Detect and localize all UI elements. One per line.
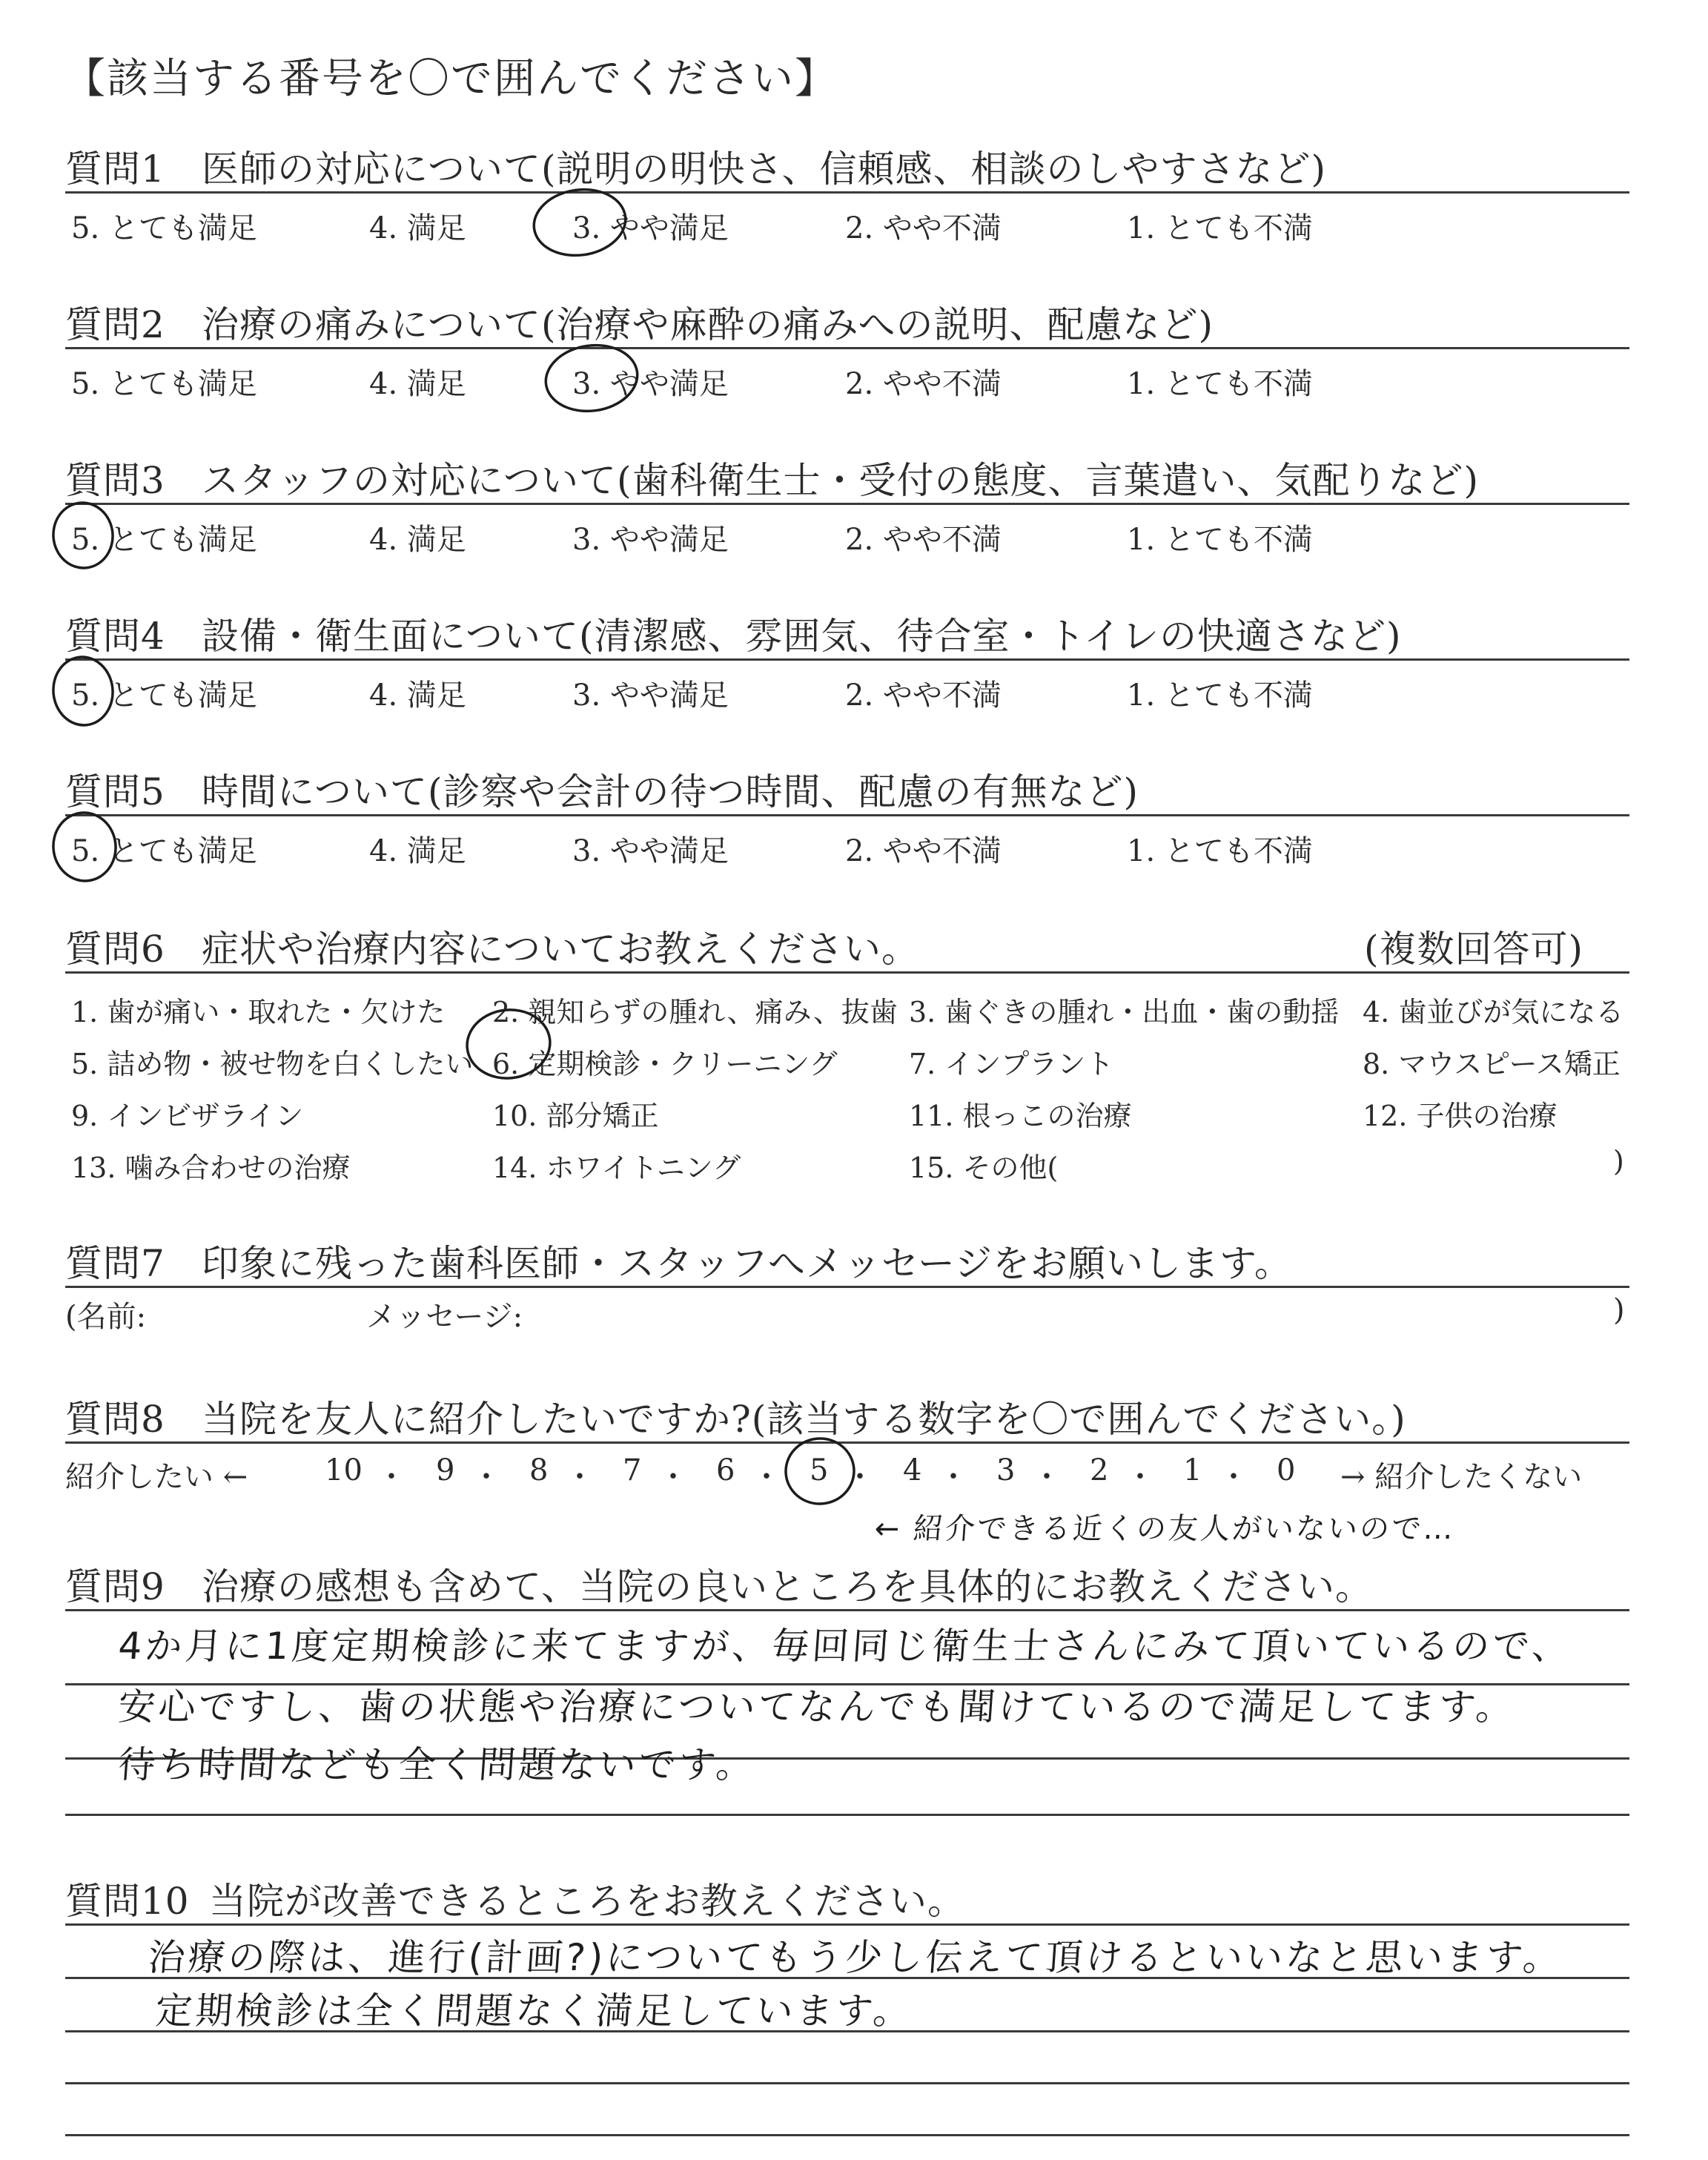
option-2[interactable]: 2. やや不満 bbox=[845, 367, 1002, 401]
treatment-option-14[interactable]: 14. ホワイトニング bbox=[492, 1152, 741, 1184]
answer-line-2: 定期検診は全く問題なく満足しています。 bbox=[153, 1989, 915, 2032]
divider bbox=[65, 347, 1629, 349]
option-2[interactable]: 2. やや不満 bbox=[845, 678, 1002, 713]
option-4[interactable]: 4. 満足 bbox=[369, 211, 466, 245]
treatment-option-13[interactable]: 13. 噛み合わせの治療 bbox=[71, 1152, 351, 1184]
question-text: 時間について(診察や会計の待つ時間、配慮の有無など) bbox=[202, 770, 1139, 813]
option-1[interactable]: 1. とても不満 bbox=[1127, 367, 1313, 401]
treatment-option-11[interactable]: 11. 根っこの治療 bbox=[909, 1100, 1132, 1132]
option-2[interactable]: 2. やや不満 bbox=[845, 523, 1002, 557]
scale-value-10[interactable]: 10 bbox=[325, 1453, 363, 1487]
divider bbox=[65, 971, 1629, 974]
question-text: 印象に残った歯科医師・スタッフへメッセージをお願いします。 bbox=[202, 1242, 1292, 1285]
treatment-option-5[interactable]: 5. 詰め物・被せ物を白くしたい bbox=[71, 1048, 474, 1080]
question-label: 質問8 bbox=[65, 1398, 165, 1441]
scale-dot: ・ bbox=[1219, 1460, 1248, 1494]
scale-value-0[interactable]: 0 bbox=[1277, 1453, 1296, 1487]
scale-dot: ・ bbox=[1125, 1460, 1155, 1494]
question-text: 症状や治療内容についてお教えください。 bbox=[202, 928, 919, 971]
option-2[interactable]: 2. やや不満 bbox=[845, 834, 1002, 868]
treatment-option-3[interactable]: 3. 歯ぐきの腫れ・出血・歯の動揺 bbox=[909, 996, 1340, 1028]
question-text: 当院が改善できるところをお教えください。 bbox=[209, 1880, 965, 1923]
scale-dot: ・ bbox=[939, 1460, 968, 1494]
divider bbox=[65, 503, 1629, 505]
answer-line-3: 待ち時間なども全く問題ないです。 bbox=[116, 1743, 758, 1786]
other-close-paren: ) bbox=[1613, 1145, 1624, 1178]
handwritten-note: ← 紹介できる近くの友人がいないので… bbox=[873, 1512, 1457, 1546]
question-text: 設備・衛生面について(清潔感、雰囲気、待合室・トイレの快適さなど) bbox=[202, 615, 1402, 658]
scale-dot: ・ bbox=[565, 1460, 595, 1494]
question-label: 質問6 bbox=[65, 928, 165, 971]
scale-dot: ・ bbox=[377, 1460, 406, 1494]
scale-value-1[interactable]: 1 bbox=[1183, 1453, 1202, 1487]
multi-answer-note: (複数回答可) bbox=[1364, 928, 1584, 971]
scale-value-9[interactable]: 9 bbox=[436, 1453, 455, 1487]
option-4[interactable]: 4. 満足 bbox=[369, 523, 466, 557]
answer-line bbox=[65, 1814, 1629, 1816]
name-field-label: (名前: bbox=[65, 1300, 147, 1334]
answer-line-1: 4か月に1度定期検診に来てますが、毎回同じ衛生士さんにみて頂いているので、 bbox=[116, 1625, 1574, 1668]
question-label: 質問2 bbox=[65, 303, 165, 346]
option-1[interactable]: 1. とても不満 bbox=[1127, 678, 1313, 713]
question-label: 質問7 bbox=[65, 1242, 165, 1285]
option-5[interactable]: 5. とても満足 bbox=[71, 367, 257, 401]
option-1[interactable]: 1. とても不満 bbox=[1127, 211, 1313, 245]
option-5[interactable]: 5. とても満足 bbox=[71, 523, 257, 557]
option-3[interactable]: 3. やや満足 bbox=[572, 211, 729, 245]
question-text: スタッフの対応について(歯科衛生士・受付の態度、言葉遣い、気配りなど) bbox=[202, 459, 1480, 502]
message-close-paren: ) bbox=[1613, 1293, 1625, 1327]
option-3[interactable]: 3. やや満足 bbox=[572, 367, 729, 401]
option-2[interactable]: 2. やや不満 bbox=[845, 211, 1002, 245]
option-3[interactable]: 3. やや満足 bbox=[572, 834, 729, 868]
option-5[interactable]: 5. とても満足 bbox=[71, 678, 257, 713]
scale-dot: ・ bbox=[752, 1460, 781, 1494]
question-text: 当院を友人に紹介したいですか?(該当する数字を〇で囲んでください。) bbox=[202, 1398, 1406, 1441]
treatment-option-2[interactable]: 2. 親知らずの腫れ、痛み、抜歯 bbox=[492, 996, 898, 1028]
option-5[interactable]: 5. とても満足 bbox=[71, 834, 257, 868]
divider bbox=[65, 1286, 1629, 1288]
question-label: 質問3 bbox=[65, 459, 165, 502]
answer-line bbox=[65, 2134, 1629, 2136]
question-label: 質問4 bbox=[65, 615, 165, 658]
question-label: 質問9 bbox=[65, 1565, 165, 1608]
option-3[interactable]: 3. やや満足 bbox=[572, 523, 729, 557]
scale-dot: ・ bbox=[658, 1460, 688, 1494]
scale-right-label: → 紹介したくない bbox=[1340, 1460, 1583, 1494]
question-text: 医師の対応について(説明の明快さ、信頼感、相談のしやすさなど) bbox=[202, 148, 1327, 191]
question-label: 質問1 bbox=[65, 148, 165, 191]
scale-value-6[interactable]: 6 bbox=[716, 1453, 735, 1487]
treatment-option-15[interactable]: 15. その他( bbox=[909, 1152, 1059, 1184]
question-text: 治療の痛みについて(治療や麻酔の痛みへの説明、配慮など) bbox=[202, 303, 1214, 346]
option-4[interactable]: 4. 満足 bbox=[369, 678, 466, 713]
answer-line-1: 治療の際は、進行(計画?)についてもう少し伝えて頂けるといいなと思います。 bbox=[146, 1936, 1565, 1979]
option-5[interactable]: 5. とても満足 bbox=[71, 211, 257, 245]
option-4[interactable]: 4. 満足 bbox=[369, 834, 466, 868]
scale-value-3[interactable]: 3 bbox=[996, 1453, 1016, 1487]
treatment-option-12[interactable]: 12. 子供の治療 bbox=[1363, 1100, 1558, 1132]
scale-dot: ・ bbox=[471, 1460, 501, 1494]
option-3[interactable]: 3. やや満足 bbox=[572, 678, 729, 713]
message-field-label: メッセージ: bbox=[366, 1300, 523, 1334]
scale-left-label: 紹介したい ← bbox=[65, 1460, 248, 1494]
divider bbox=[65, 658, 1629, 661]
page-header: 【該当する番号を〇で囲んでください】 bbox=[64, 55, 838, 103]
scale-value-4[interactable]: 4 bbox=[903, 1453, 922, 1487]
answer-line bbox=[65, 1609, 1629, 1611]
question-text: 治療の感想も含めて、当院の良いところを具体的にお教えください。 bbox=[202, 1565, 1373, 1608]
answer-line bbox=[65, 1923, 1629, 1926]
scale-dot: ・ bbox=[1032, 1460, 1062, 1494]
scale-dot: ・ bbox=[845, 1460, 875, 1494]
divider bbox=[65, 814, 1629, 816]
question-label: 質問5 bbox=[65, 770, 165, 813]
treatment-option-1[interactable]: 1. 歯が痛い・取れた・欠けた bbox=[71, 996, 446, 1028]
divider bbox=[65, 191, 1629, 194]
treatment-option-9[interactable]: 9. インビザライン bbox=[71, 1100, 304, 1132]
treatment-option-4[interactable]: 4. 歯並びが気になる bbox=[1363, 996, 1624, 1028]
option-1[interactable]: 1. とても不満 bbox=[1127, 523, 1313, 557]
treatment-option-7[interactable]: 7. インプラント bbox=[909, 1048, 1114, 1080]
option-1[interactable]: 1. とても不満 bbox=[1127, 834, 1313, 868]
scale-value-2[interactable]: 2 bbox=[1090, 1453, 1109, 1487]
treatment-option-8[interactable]: 8. マウスピース矯正 bbox=[1363, 1048, 1621, 1080]
divider bbox=[65, 1441, 1629, 1444]
scale-value-7[interactable]: 7 bbox=[623, 1453, 642, 1487]
treatment-option-10[interactable]: 10. 部分矯正 bbox=[492, 1100, 659, 1132]
answer-line bbox=[65, 2082, 1629, 2084]
option-4[interactable]: 4. 満足 bbox=[369, 367, 466, 401]
question-label: 質問10 bbox=[65, 1880, 190, 1923]
scale-value-8[interactable]: 8 bbox=[529, 1453, 549, 1487]
treatment-option-6[interactable]: 6. 定期検診・クリーニング bbox=[492, 1048, 838, 1080]
answer-line-2: 安心ですし、歯の状態や治療についてなんでも聞けているので満足してます。 bbox=[116, 1685, 1517, 1728]
scale-value-5[interactable]: 5 bbox=[810, 1453, 829, 1487]
